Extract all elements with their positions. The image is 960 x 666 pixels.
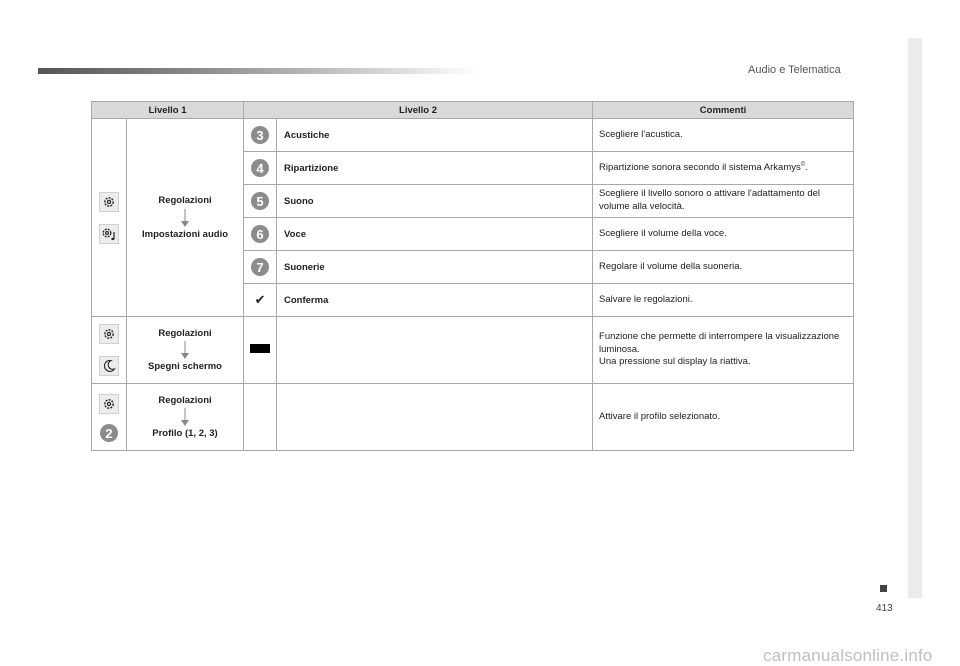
comment-text: Ripartizione sonora secondo il sistema Arkamys bbox=[599, 162, 801, 174]
comment-cell: Attivare il profilo selezionato. bbox=[593, 384, 854, 451]
page-marker bbox=[880, 585, 887, 592]
comment-cell: Scegliere l'acustica. bbox=[593, 119, 854, 152]
gear-music-note-icon[interactable] bbox=[99, 224, 119, 244]
row-badge-cell bbox=[244, 185, 277, 218]
comment-cell bbox=[593, 317, 854, 384]
comment-cell: Scegliere il volume della voce. bbox=[593, 218, 854, 251]
comment-cell: Regolare il volume della suoneria. bbox=[593, 251, 854, 284]
empty-cell bbox=[277, 317, 593, 384]
moon-icon[interactable] bbox=[99, 356, 119, 376]
row-badge-cell bbox=[244, 119, 277, 152]
menu-bottom-label: Spegni schermo bbox=[148, 361, 222, 372]
page-side-bar bbox=[908, 38, 922, 598]
number-badge[interactable]: 2 bbox=[100, 424, 118, 442]
copyright-sup: © bbox=[800, 162, 806, 169]
gear-icon[interactable] bbox=[99, 192, 119, 212]
comment-line: Una pressione sul display la riattiva. bbox=[599, 356, 751, 368]
arrow-down-icon bbox=[181, 408, 189, 426]
number-badge[interactable]: 4 bbox=[251, 159, 269, 177]
number-badge[interactable]: 7 bbox=[251, 258, 269, 276]
gear-icon[interactable] bbox=[99, 324, 119, 344]
menu-top-label: Regolazioni bbox=[158, 394, 212, 406]
level2-label: Suonerie bbox=[277, 251, 593, 284]
menu-top-label: Regolazioni bbox=[158, 195, 212, 207]
arrow-down-icon bbox=[181, 341, 189, 359]
level2-label: Conferma bbox=[277, 284, 593, 317]
group2-menu bbox=[127, 317, 244, 384]
row-badge-cell bbox=[244, 152, 277, 185]
row-badge-cell bbox=[244, 251, 277, 284]
number-badge[interactable]: 5 bbox=[251, 192, 269, 210]
empty-cell bbox=[244, 384, 277, 451]
black-screen-icon[interactable] bbox=[250, 344, 270, 353]
group1-icons bbox=[92, 119, 127, 317]
table-header-row bbox=[92, 102, 854, 119]
level2-label: Acustiche bbox=[277, 119, 593, 152]
comment-cell: Salvare le regolazioni. bbox=[593, 284, 854, 317]
gear-icon[interactable] bbox=[99, 394, 119, 414]
comment-suffix: . bbox=[805, 162, 808, 174]
menu-bottom-label: Impostazioni audio bbox=[141, 228, 229, 240]
level2-label: Suono bbox=[277, 185, 593, 218]
comment-cell bbox=[593, 152, 854, 185]
watermark: carmanualsonline.info bbox=[763, 646, 933, 665]
arrow-down-icon bbox=[181, 209, 189, 227]
table-row bbox=[92, 384, 854, 451]
comment-cell: Scegliere il livello sonoro o attivare l'adattamento del volume alla velocità. bbox=[593, 185, 854, 218]
table-row bbox=[92, 317, 854, 384]
column-header-comments: Commenti bbox=[593, 102, 854, 119]
level2-label: Voce bbox=[277, 218, 593, 251]
group1-menu bbox=[127, 119, 244, 317]
group3-icons bbox=[92, 384, 127, 451]
row-badge-cell bbox=[244, 284, 277, 317]
group2-icons bbox=[92, 317, 127, 384]
column-header-level2: Livello 2 bbox=[244, 102, 593, 119]
column-header-level1: Livello 1 bbox=[92, 102, 244, 119]
page-number: 413 bbox=[876, 603, 893, 614]
table-row bbox=[92, 119, 854, 152]
checkmark-icon[interactable]: ✔ bbox=[254, 292, 266, 307]
header-gradient-bar bbox=[38, 68, 478, 74]
number-badge[interactable]: 6 bbox=[251, 225, 269, 243]
group3-menu bbox=[127, 384, 244, 451]
menu-bottom-label: Profilo (1, 2, 3) bbox=[152, 428, 218, 439]
level2-label: Ripartizione bbox=[277, 152, 593, 185]
menu-top-label: Regolazioni bbox=[158, 327, 212, 339]
settings-table bbox=[91, 101, 854, 451]
screen-off-cell bbox=[244, 317, 277, 384]
comment-line: Funzione che permette di interrompere la visualizzazione luminosa. bbox=[599, 330, 840, 355]
number-badge[interactable]: 3 bbox=[251, 126, 269, 144]
row-badge-cell bbox=[244, 218, 277, 251]
empty-cell bbox=[277, 384, 593, 451]
section-title: Audio e Telematica bbox=[748, 64, 841, 76]
